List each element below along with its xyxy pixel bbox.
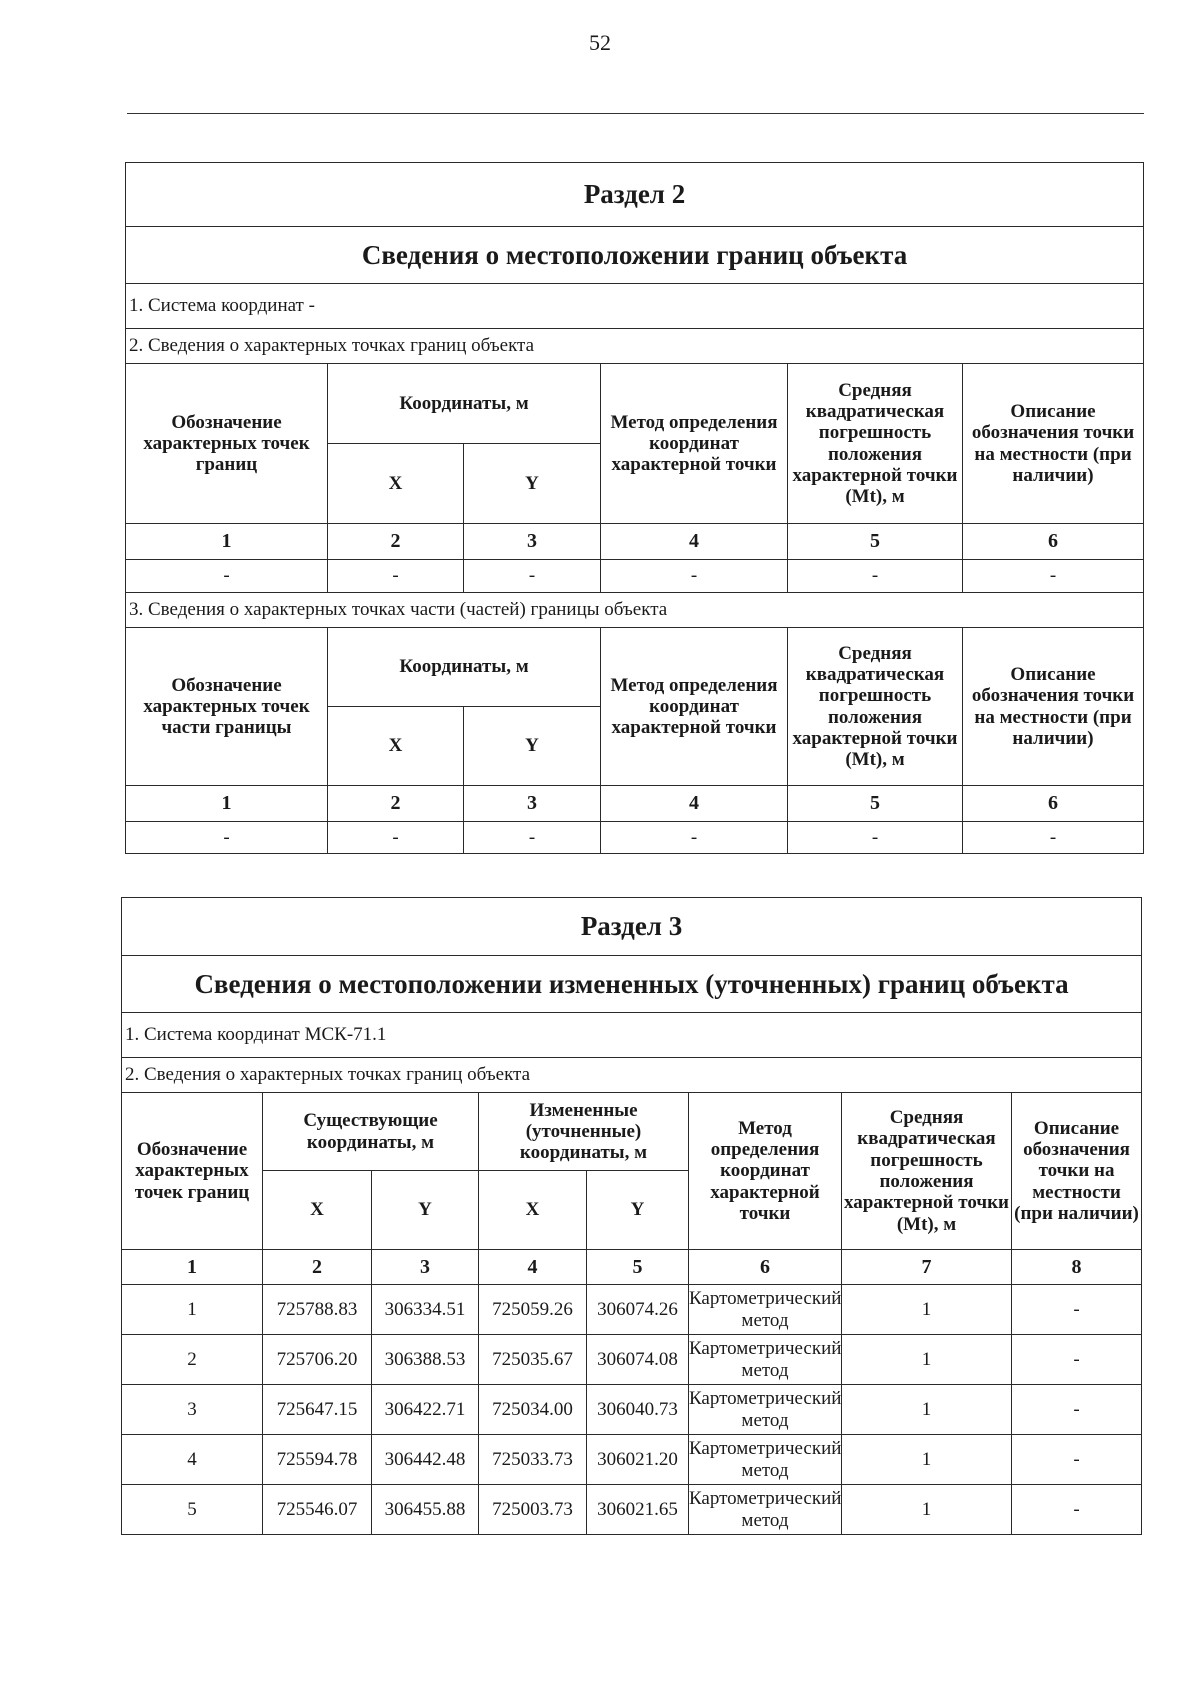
section-3-table: [121, 897, 1142, 1535]
coord-system-label: 1. Система координат МСК-71.1: [122, 1013, 1142, 1058]
part-points-caption: 3. Сведения о характерных точках части (частей) границы объекта: [126, 593, 1144, 628]
column-number: 4: [479, 1250, 587, 1285]
column-number: 5: [587, 1250, 689, 1285]
header-designation: Обозначение характерных точек границ: [126, 364, 328, 524]
point-id: 2: [122, 1335, 263, 1385]
header-designation: Обозначение характерных точек границ: [122, 1093, 263, 1250]
table-cell: -: [464, 822, 601, 854]
existing-y: 306455.88: [372, 1485, 479, 1535]
column-number: 3: [464, 786, 601, 822]
error-mt: 1: [842, 1385, 1012, 1435]
column-number: 5: [788, 786, 963, 822]
column-number: 7: [842, 1250, 1012, 1285]
existing-y: 306388.53: [372, 1335, 479, 1385]
description: -: [1012, 1335, 1142, 1385]
table-cell: -: [126, 822, 328, 854]
existing-x: 725647.15: [263, 1385, 372, 1435]
header-method: Метод определения координат характерной точки: [601, 364, 788, 524]
changed-y: 306040.73: [587, 1385, 689, 1435]
table-cell: -: [126, 560, 328, 593]
section-3-subtitle: Сведения о местоположении измененных (уточненных) границ объекта: [122, 956, 1142, 1013]
existing-x: 725546.07: [263, 1485, 372, 1535]
column-number: 1: [122, 1250, 263, 1285]
changed-x: 725034.00: [479, 1385, 587, 1435]
changed-y: 306021.20: [587, 1435, 689, 1485]
existing-x: 725788.83: [263, 1285, 372, 1335]
part-header-y: Y: [464, 707, 601, 786]
point-id: 3: [122, 1385, 263, 1435]
points-caption: 2. Сведения о характерных точках границ объекта: [122, 1058, 1142, 1093]
table-row: [122, 1385, 1142, 1435]
changed-x: 725033.73: [479, 1435, 587, 1485]
table-cell: -: [601, 822, 788, 854]
error-mt: 1: [842, 1485, 1012, 1535]
column-number: 3: [372, 1250, 479, 1285]
column-number: 4: [601, 524, 788, 560]
table-cell: -: [788, 822, 963, 854]
column-number: 5: [788, 524, 963, 560]
header-error: Средняя квадратическая погрешность положения характерной точки (Mt), м: [842, 1093, 1012, 1250]
header-error: Средняя квадратическая погрешность положения характерной точки (Mt), м: [788, 364, 963, 524]
column-number: 6: [963, 786, 1144, 822]
column-number: 6: [963, 524, 1144, 560]
section-3-title: Раздел 3: [122, 898, 1142, 956]
method: Картометрический метод: [689, 1335, 842, 1385]
changed-x: 725059.26: [479, 1285, 587, 1335]
section-2-table: [125, 162, 1144, 854]
part-header-coords: Координаты, м: [328, 628, 601, 707]
changed-y: 306074.08: [587, 1335, 689, 1385]
header-description: Описание обозначения точки на местности (при наличии): [1012, 1093, 1142, 1250]
header-coords: Координаты, м: [328, 364, 601, 444]
changed-x: 725035.67: [479, 1335, 587, 1385]
description: -: [1012, 1485, 1142, 1535]
point-id: 4: [122, 1435, 263, 1485]
changed-y: 306021.65: [587, 1485, 689, 1535]
table-cell: -: [963, 560, 1144, 593]
page-number: 52: [589, 30, 611, 55]
existing-x: 725594.78: [263, 1435, 372, 1485]
method: Картометрический метод: [689, 1385, 842, 1435]
table-row: [122, 1435, 1142, 1485]
column-number: 2: [263, 1250, 372, 1285]
header-rule: [127, 113, 1144, 114]
part-header-error: Средняя квадратическая погрешность положения характерной точки (Mt), м: [788, 628, 963, 786]
header-y-existing: Y: [372, 1171, 479, 1250]
point-id: 5: [122, 1485, 263, 1535]
table-row: [126, 822, 1144, 854]
section-2-subtitle: Сведения о местоположении границ объекта: [126, 227, 1144, 284]
header-changed-coords: Измененные (уточненные) координаты, м: [479, 1093, 689, 1171]
description: -: [1012, 1385, 1142, 1435]
table-cell: -: [328, 560, 464, 593]
coord-system-label: 1. Система координат -: [126, 284, 1144, 329]
column-number: 1: [126, 786, 328, 822]
header-x: X: [328, 444, 464, 524]
point-id: 1: [122, 1285, 263, 1335]
column-number: 8: [1012, 1250, 1142, 1285]
column-number: 4: [601, 786, 788, 822]
changed-y: 306074.26: [587, 1285, 689, 1335]
part-header-method: Метод определения координат характерной точки: [601, 628, 788, 786]
header-y: Y: [464, 444, 601, 524]
table-cell: -: [601, 560, 788, 593]
existing-x: 725706.20: [263, 1335, 372, 1385]
error-mt: 1: [842, 1335, 1012, 1385]
column-number: 2: [328, 786, 464, 822]
table-row: [126, 560, 1144, 593]
table-row: [122, 1335, 1142, 1385]
section-2-title: Раздел 2: [126, 163, 1144, 227]
method: Картометрический метод: [689, 1485, 842, 1535]
table-cell: -: [963, 822, 1144, 854]
header-method: Метод определения координат характерной точки: [689, 1093, 842, 1250]
table-row: [122, 1485, 1142, 1535]
table-cell: -: [464, 560, 601, 593]
table-cell: -: [788, 560, 963, 593]
method: Картометрический метод: [689, 1435, 842, 1485]
header-x-changed: X: [479, 1171, 587, 1250]
part-column-numbers-row: [126, 786, 1144, 822]
error-mt: 1: [842, 1285, 1012, 1335]
part-header-description: Описание обозначения точки на местности (при наличии): [963, 628, 1144, 786]
column-number: 1: [126, 524, 328, 560]
table-cell: -: [328, 822, 464, 854]
header-existing-coords: Существующие координаты, м: [263, 1093, 479, 1171]
existing-y: 306442.48: [372, 1435, 479, 1485]
error-mt: 1: [842, 1435, 1012, 1485]
column-number: 6: [689, 1250, 842, 1285]
existing-y: 306334.51: [372, 1285, 479, 1335]
description: -: [1012, 1285, 1142, 1335]
column-number: 2: [328, 524, 464, 560]
existing-y: 306422.71: [372, 1385, 479, 1435]
header-description: Описание обозначения точки на местности (при наличии): [963, 364, 1144, 524]
header-y-changed: Y: [587, 1171, 689, 1250]
method: Картометрический метод: [689, 1285, 842, 1335]
column-number: 3: [464, 524, 601, 560]
header-x-existing: X: [263, 1171, 372, 1250]
column-numbers-row: [122, 1250, 1142, 1285]
table-row: [122, 1285, 1142, 1335]
column-numbers-row: [126, 524, 1144, 560]
changed-x: 725003.73: [479, 1485, 587, 1535]
points-caption: 2. Сведения о характерных точках границ объекта: [126, 329, 1144, 364]
description: -: [1012, 1435, 1142, 1485]
part-header-designation: Обозначение характерных точек части границы: [126, 628, 328, 786]
part-header-x: X: [328, 707, 464, 786]
